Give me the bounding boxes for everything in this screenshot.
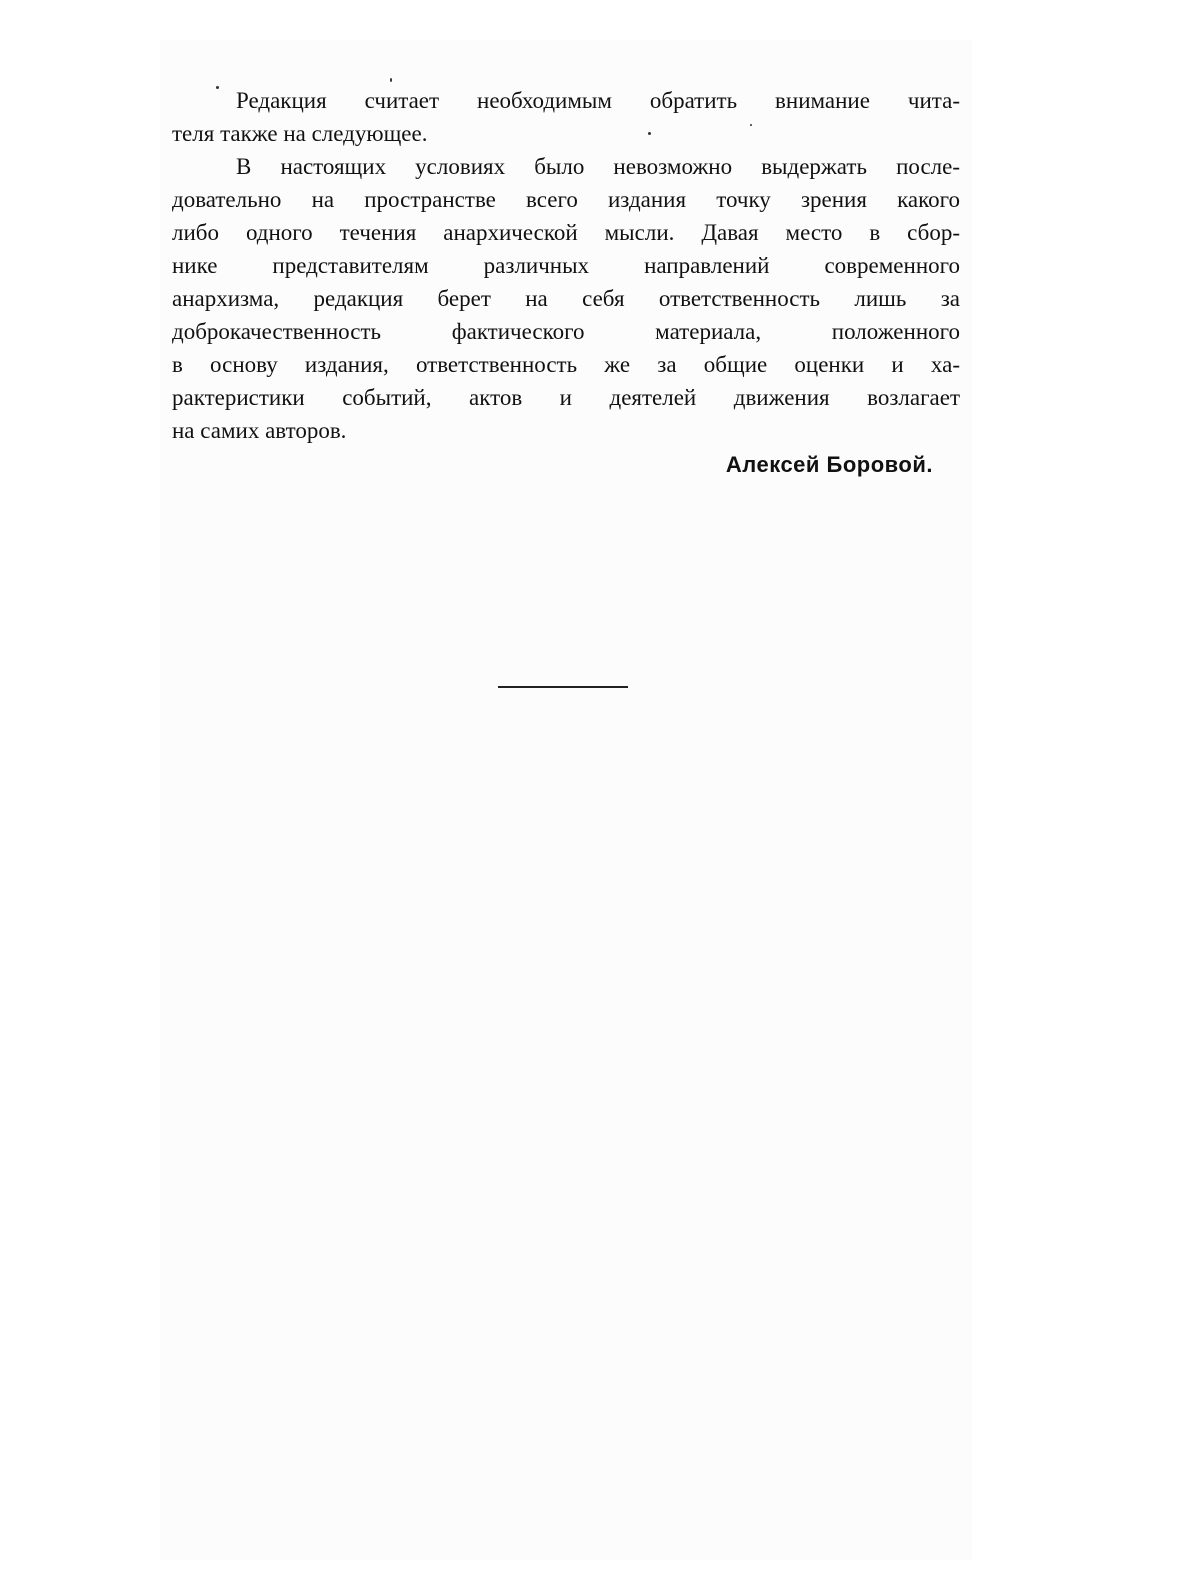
- text-line: довательно на пространстве всего издания точку зрения какого: [172, 187, 960, 212]
- section-divider: [498, 686, 628, 688]
- paragraph-1: [172, 84, 960, 150]
- scan-speck: [390, 78, 392, 82]
- author-signature: Алексей Боровой.: [725, 452, 933, 477]
- text-line: теля также на следующее.: [172, 121, 428, 146]
- paragraph-2: [172, 150, 960, 447]
- text-line: Редакция считает необходимым обратить внимание чита-: [236, 88, 960, 113]
- text-line: нике представителям различных направлений современного: [172, 253, 960, 278]
- text-line: доброкачественность фактического материала, положенного: [172, 319, 960, 344]
- text-line: анархизма, редакция берет на себя ответственность лишь за: [172, 286, 960, 311]
- editorial-note: [172, 84, 960, 447]
- text-line: либо одного течения анархической мысли. Давая место в сбор-: [172, 220, 960, 245]
- text-line: на самих авторов.: [172, 418, 347, 443]
- text-line: В настоящих условиях было невозможно выдержать после-: [236, 154, 960, 179]
- text-line: в основу издания, ответственность же за общие оценки и ха-: [172, 352, 960, 377]
- text-line: рактеристики событий, актов и деятелей движения возлагает: [172, 385, 960, 410]
